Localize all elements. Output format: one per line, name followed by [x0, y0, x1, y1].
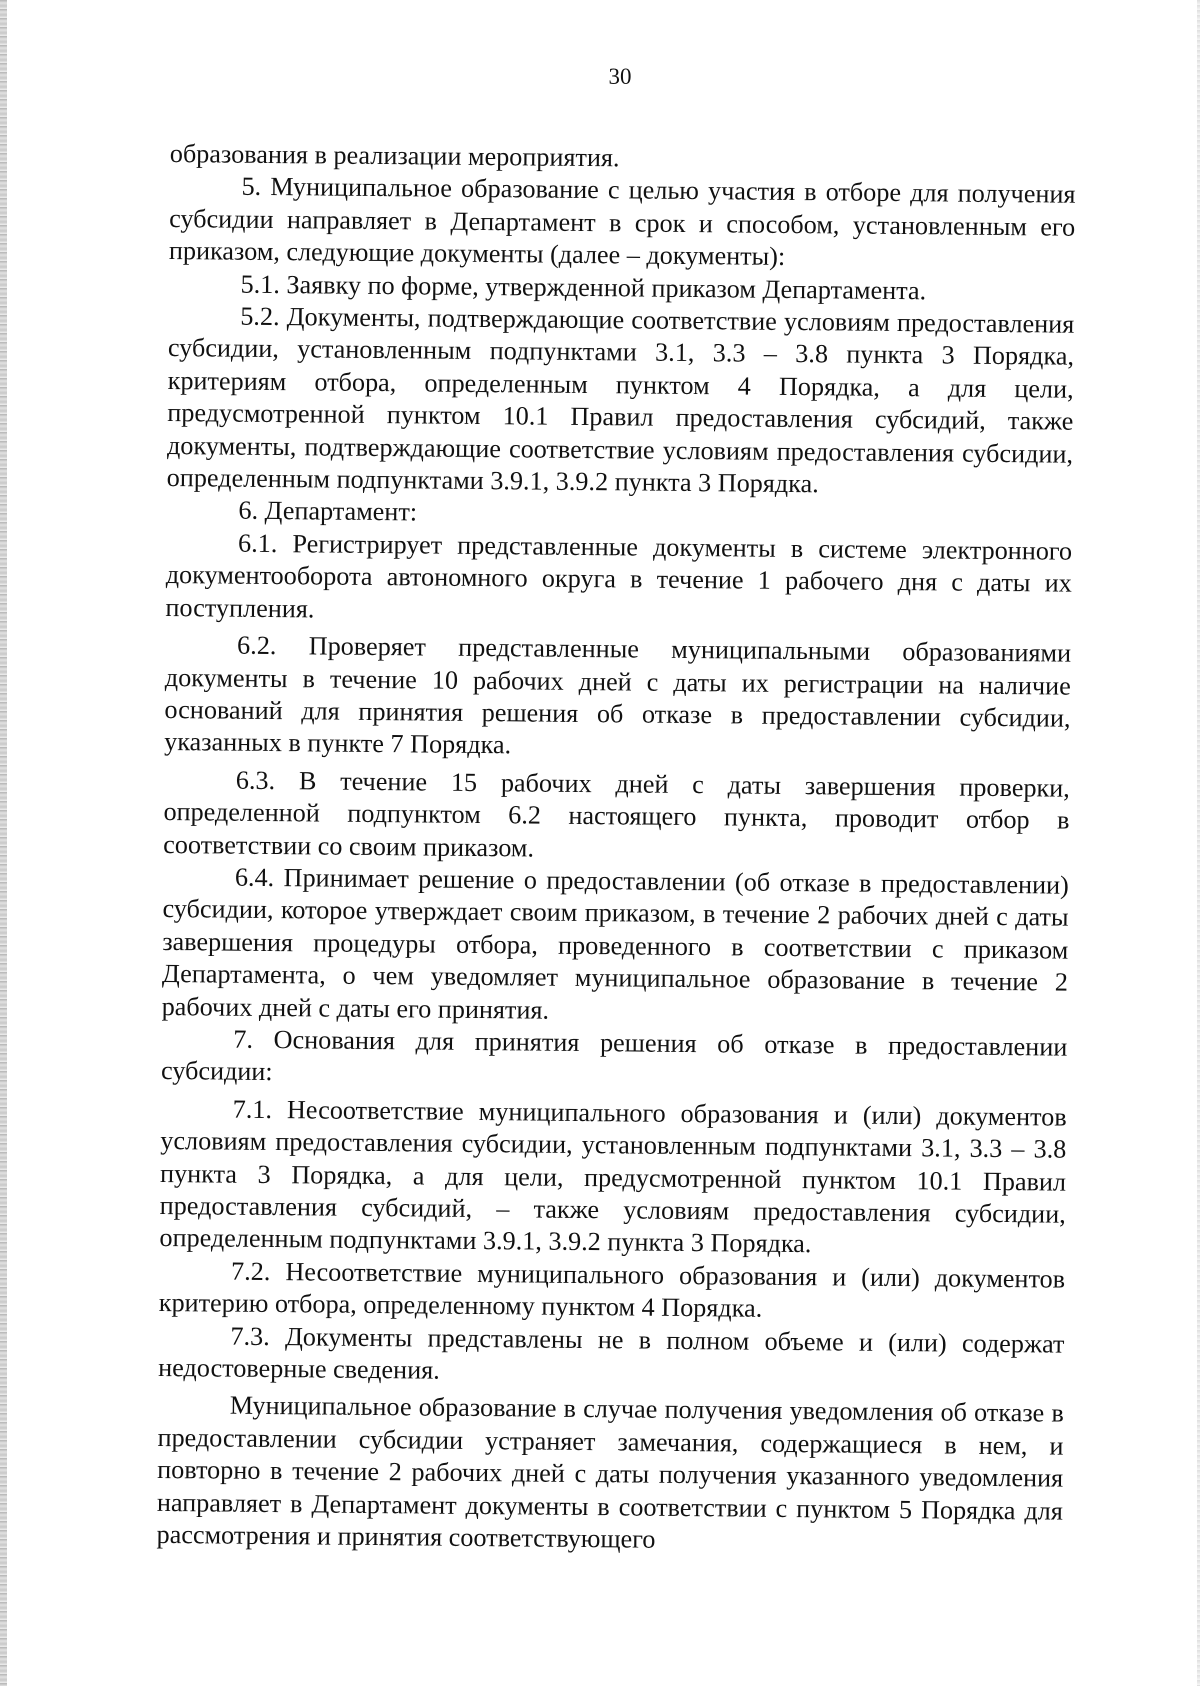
page-number: 30 — [608, 64, 632, 89]
paragraph-7-3: 7.3. Документы представлены не в полном объеме и (или) содержат недостоверные сведения. — [158, 1321, 1065, 1385]
paragraph-6-2: 6.2. Проверяет представленные муниципальными образованиями документы в течение 10 рабочих дней с даты их регистрации на наличие оснований для принятия решения об отказе в предоставлении субсидии, указанных в пункте 7 Порядка. — [164, 630, 1072, 760]
paragraph-6-4: 6.4. Принимает решение о предоставлении (об отказе в предоставлении) субсидии, которое утверждает своим приказом, в течение 2 рабочих дней с даты завершения процедуры отбора, проведенного в соответствии с приказом Департамента, о чем уведомляет муниципальное образование в течение 2 рабочих дней с даты его принятия. — [161, 862, 1070, 1025]
paragraph-6: 6. Департамент: — [238, 496, 418, 527]
paragraph-final: Муниципальное образование в случае получения уведомления об отказе в предоставлении субсидии устраняет замечания, содержащиеся в нем, и повторно в течение 2 рабочих дней с даты получения указанного уведомления направляет в Департамент документы в соответствии с пунктом 5 Порядка для рассмотрения и принятия соответствующего — [156, 1391, 1064, 1554]
paragraph-6-1: 6.1. Регистрирует представленные документы в системе электронного документооборота автономного округа в течение 1 рабочего дня с даты их поступления. — [165, 528, 1073, 624]
paragraph-6-3: 6.3. В течение 15 рабочих дней с даты завершения проверки, определенной подпунктом 6.2 настоящего пункта, проводит отбор в соответствии со своим приказом. — [163, 765, 1070, 863]
paragraph-7-2: 7.2. Несоответствие муниципального образования и (или) документов критерию отбора, определенному пунктом 4 Порядка. — [158, 1256, 1066, 1323]
document-body — [156, 138, 1076, 1560]
paragraph-5-1: 5.1. Заявку по форме, утвержденной приказом Департамента. — [240, 269, 927, 305]
scan-edge-left — [0, 0, 7, 1686]
paragraph-7-1: 7.1. Несоответствие муниципального образования и (или) документов условиям предоставления субсидии, установленным подпунктами 3.1, 3.3 – 3.8 пункта 3 Порядка, а для цели, предусмотренной пунктом 10.1 Правил предоставления субсидий, – также условиям предоставления субсидии, определенным подпунктами 3.9.1, 3.9.2 пункта 3 Порядка. — [159, 1094, 1067, 1259]
paragraph-5-2: 5.2. Документы, подтверждающие соответствие условиям предоставления субсидии, установленным подпунктами 3.1, 3.3 – 3.8 пункта 3 Порядка, критериям отбора, определенным пунктом 4 Порядка, а для цели, предусмотренной пунктом 10.1 Правил предоставления субсидий, также документы, подтверждающие соответствие условиям предоставления субсидии, определенным подпунктами 3.9.1, 3.9.2 пункта 3 Порядка. — [166, 301, 1075, 499]
paragraph-continuation: образования в реализации мероприятия. — [169, 138, 620, 173]
paragraph-5: 5. Муниципальное образование с целью участия в отборе для получения субсидии направляет в Департамент в срок и способом, установленным его приказом, следующие документы (далее – документы): — [168, 172, 1076, 272]
paragraph-7: 7. Основания для принятия решения об отказе в предоставлении субсидии: — [160, 1024, 1068, 1087]
